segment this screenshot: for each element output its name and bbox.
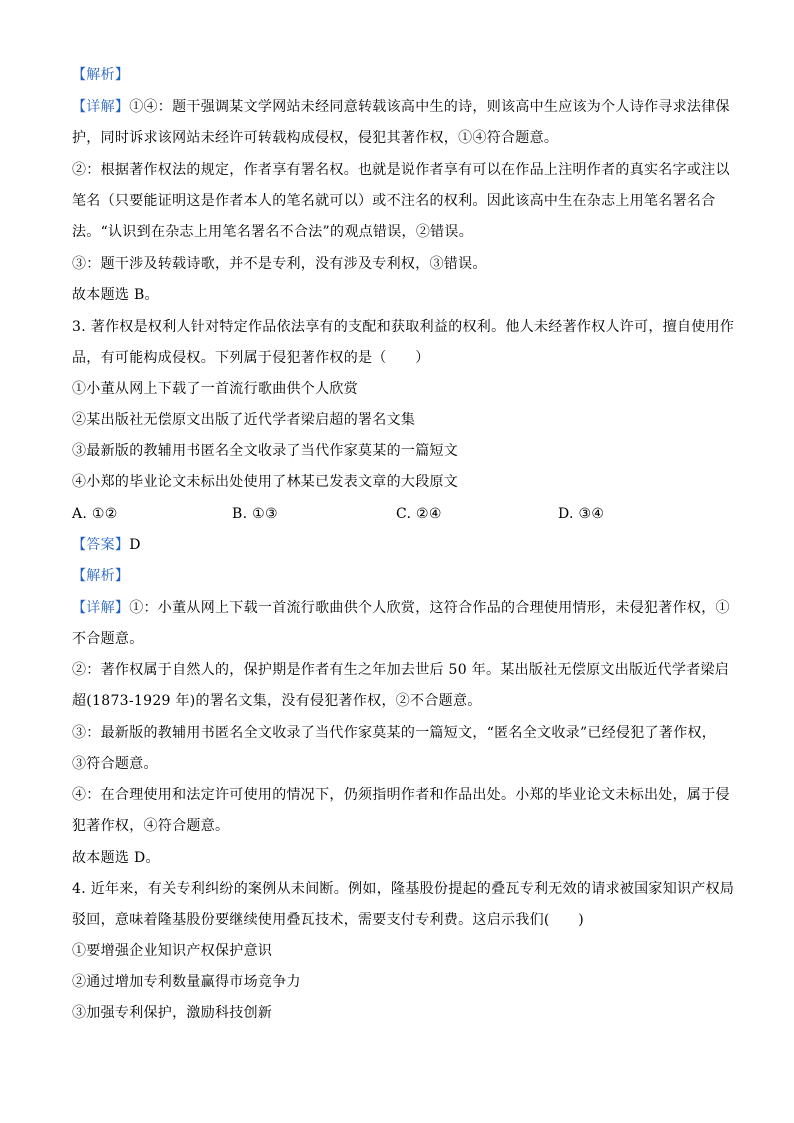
line-text: D <box>129 537 141 553</box>
line-text: ③加强专利保护，激励科技创新 <box>72 1005 273 1021</box>
line-text: ①要增强企业知识产权保护意识 <box>72 943 273 959</box>
line-text: 笔名（只要能证明这是作者本人的笔名就可以）或不注名的权利。因此该高中生在杂志上用笔名署名合 <box>72 193 716 209</box>
section-tag: 【解析】 <box>72 67 130 83</box>
section-tag: 【解析】 <box>72 568 130 584</box>
question-4-stem <box>72 879 735 899</box>
line-text: 超(1873-1929 年)的署名文集，没有侵犯著作权，②不合题意。 <box>72 693 482 709</box>
text-line <box>72 629 732 649</box>
statement-2 <box>72 972 732 992</box>
line-text: ②：著作权属于自然人的，保护期是作者有生之年加去世后 50 年。某出版社无偿原文出版近代学者梁启 <box>72 662 730 678</box>
statement-2 <box>72 410 732 430</box>
text-line <box>72 754 732 774</box>
line-text: 不合题意。 <box>72 631 144 647</box>
detail-line <box>72 97 732 117</box>
line-text: ②某出版社无偿原文出版了近代学者梁启超的署名文集 <box>72 412 416 428</box>
text-line <box>72 660 732 680</box>
text-line <box>72 254 732 274</box>
text-line <box>72 816 732 836</box>
text-line <box>72 785 732 805</box>
line-text: 故本题选 D。 <box>72 850 160 866</box>
text-line <box>72 723 732 743</box>
line-text: ③：题干涉及转载诗歌，并不是专利，没有涉及专利权，③错误。 <box>72 256 487 272</box>
question-4-stem-cont <box>72 910 732 930</box>
line-text: ①：小董从网上下载一首流行歌曲供个人欣赏，这符合作品的合理使用情形，未侵犯著作权，① <box>129 600 730 616</box>
statement-3 <box>72 1003 732 1023</box>
answer-line <box>72 535 732 555</box>
line-text: ①④：题干强调某文学网站未经同意转载该高中生的诗，则该高中生应该为个人诗作寻求法律保 <box>129 99 730 115</box>
line-text: ④小郑的毕业论文未标出处使用了林某已发表文章的大段原文 <box>72 474 459 490</box>
detail-line <box>72 598 732 618</box>
option-d: D. ③④ <box>558 506 605 522</box>
line-text: ②：根据著作权法的规定，作者享有署名权。也就是说作者享有可以在作品上注明作者的真实名字或注以 <box>72 162 730 178</box>
line-text: ③符合题意。 <box>72 756 158 772</box>
text-line <box>72 222 732 242</box>
answer-conclusion <box>72 848 732 868</box>
statement-1 <box>72 941 732 961</box>
line-text: ④：在合理使用和法定许可使用的情况下，仍须指明作者和作品出处。小郑的毕业论文未标出处，属于侵 <box>72 787 730 803</box>
line-text: 护，同时诉求该网站未经许可转载构成侵权，侵犯其著作权，①④符合题意。 <box>72 130 559 146</box>
section-tag: 【详解】 <box>72 600 130 616</box>
section-tag: 【详解】 <box>72 99 130 115</box>
statement-3 <box>72 441 732 461</box>
line-text: 法。“认识到在杂志上用笔名署名不合法”的观点错误，②错误。 <box>72 224 474 240</box>
analysis-heading <box>72 566 732 586</box>
section-tag: 【答案】 <box>72 537 130 553</box>
text-line <box>72 128 732 148</box>
answer-conclusion <box>72 285 732 305</box>
line-text: ③：最新版的教辅用书匿名全文收录了当代作家莫某的一篇短文，“匿名全文收录”已经侵犯了著作权， <box>72 725 717 741</box>
text-line <box>72 691 732 711</box>
option-c: C. ②④ <box>396 506 442 522</box>
line-text: 3. 著作权是权利人针对特定作品依法享有的支配和获取利益的权利。他人未经著作权人许可，擅自使用作 <box>72 319 735 335</box>
line-text: 品，有可能构成侵权。下列属于侵犯著作权的是（ ） <box>72 350 430 366</box>
question-3-stem <box>72 317 735 337</box>
text-line <box>72 191 732 211</box>
analysis-heading <box>72 65 732 85</box>
line-text: 4. 近年来，有关专利纠纷的案例从未间断。例如，隆基股份提起的叠瓦专利无效的请求被国家知识产权局 <box>72 881 735 897</box>
question-3-stem-cont <box>72 348 732 368</box>
statement-1 <box>72 379 732 399</box>
line-text: ②通过增加专利数量赢得市场竞争力 <box>72 974 301 990</box>
option-a: A. ①② <box>72 506 118 522</box>
line-text: 驳回，意味着隆基股份要继续使用叠瓦技术，需要支付专利费。这启示我们( ) <box>72 912 585 928</box>
line-text: ①小董从网上下载了一首流行歌曲供个人欣赏 <box>72 381 358 397</box>
option-b: B. ①③ <box>232 506 278 522</box>
line-text: ③最新版的教辅用书匿名全文收录了当代作家莫某的一篇短文 <box>72 443 459 459</box>
line-text: 犯著作权，④符合题意。 <box>72 818 230 834</box>
statement-4 <box>72 472 732 492</box>
line-text: 故本题选 B。 <box>72 287 159 303</box>
text-line <box>72 160 732 180</box>
